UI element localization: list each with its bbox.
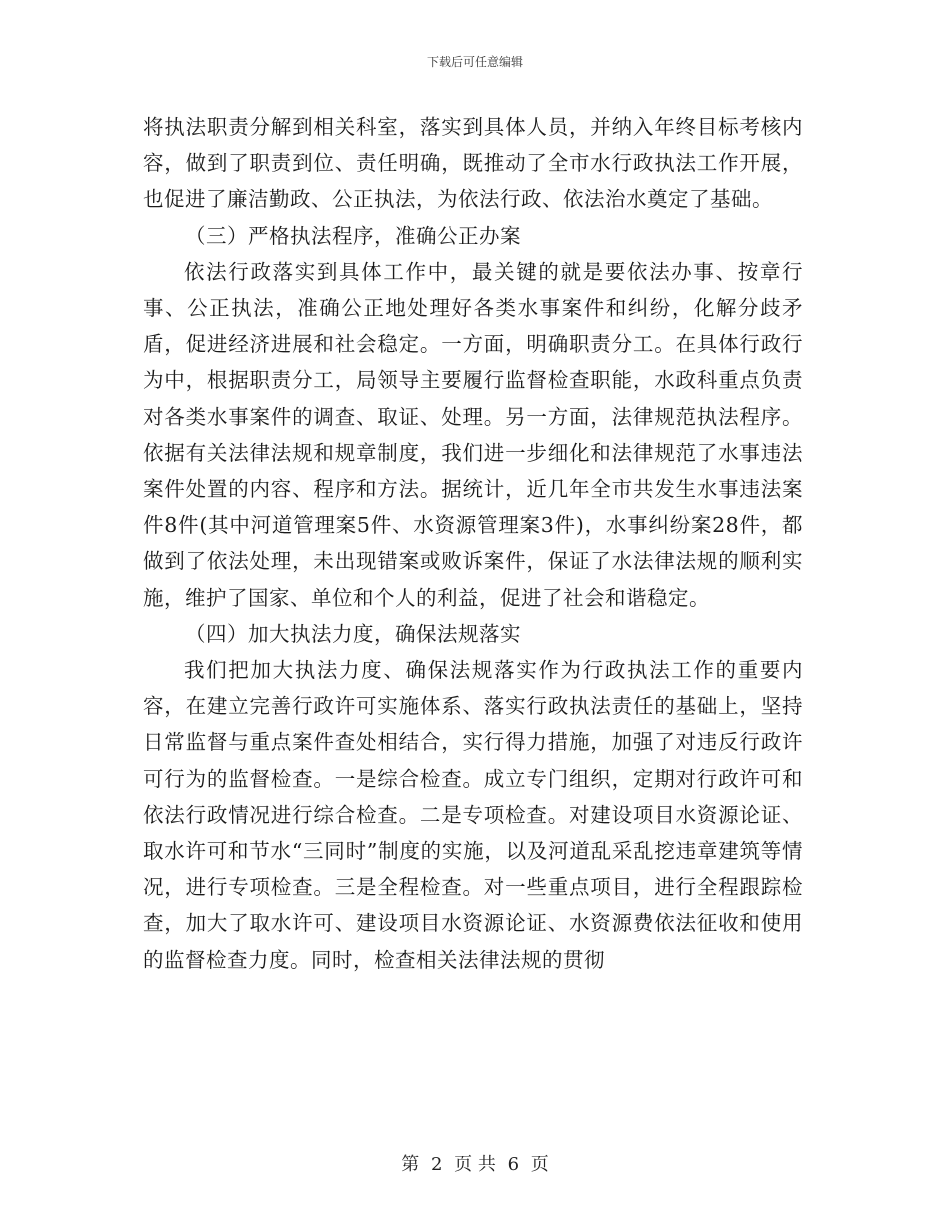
section-heading-3: （三）严格执法程序，准确公正办案 <box>185 223 521 248</box>
page-header: 下载后可任意编辑 <box>426 55 523 69</box>
footer-page-number: 2 <box>430 1154 443 1175</box>
paragraph-1: 将执法职责分解到相关科室，落实到具体人员，并纳入年终目标考核内容，做到了职责到位、责任明确，既推动了全市水行政执法工作开展，也促进了廉洁勤政、公正执法，为依法行政、依法治水奠定了基础。 <box>143 115 803 212</box>
footer-total-pages: 6 <box>507 1154 520 1175</box>
paragraph-3: 我们把加大执法力度、确保法规落实作为行政执法工作的重要内容，在建立完善行政许可实施体系、落实行政执法责任的基础上，坚持日常监督与重点案件查处相结合，实行得力措施，加强了对违反行政许可行为的监督检查。一是综合检查。成立专门组织，定期对行政许可和依法行政情况进行综合检查。二是专项检查。对建设项目水资源论证、取水许可和节水“三同时”制度的实施，以及河道乱采乱挖违章建筑等情况，进行专项检查。三是全程检查。对一些重点项目，进行全程跟踪检查，加大了取水许可、建设项目水资源论证、水资源费依法征收和使用的监督检查力度。同时，检查相关法律法规的贯彻 <box>143 658 803 972</box>
document-body <box>143 109 803 978</box>
section-heading-4: （四）加大执法力度，确保法规落实 <box>185 621 521 646</box>
footer-prefix: 第 <box>401 1154 420 1175</box>
page-footer <box>0 1154 950 1176</box>
footer-suffix: 页 <box>530 1154 549 1175</box>
footer-middle: 页 共 <box>454 1154 496 1175</box>
paragraph-2: 依法行政落实到具体工作中，最关键的就是要依法办事、按章行事、公正执法，准确公正地处理好各类水事案件和纠纷，化解分歧矛盾，促进经济进展和社会稳定。一方面，明确职责分工。在具体行政行为中，根据职责分工，局领导主要履行监督检查职能，水政科重点负责对各类水事案件的调查、取证、处理。另一方面，法律规范执法程序。依据有关法律法规和规章制度，我们进一步细化和法律规范了水事违法案件处置的内容、程序和方法。据统计，近几年全市共发生水事违法案件8件(其中河道管理案5件、水资源管理案3件)，水事纠纷案28件，都做到了依法处理，未出现错案或败诉案件，保证了水法律法规的顺利实施，维护了国家、单位和个人的利益，促进了社会和谐稳定。 <box>143 259 803 610</box>
